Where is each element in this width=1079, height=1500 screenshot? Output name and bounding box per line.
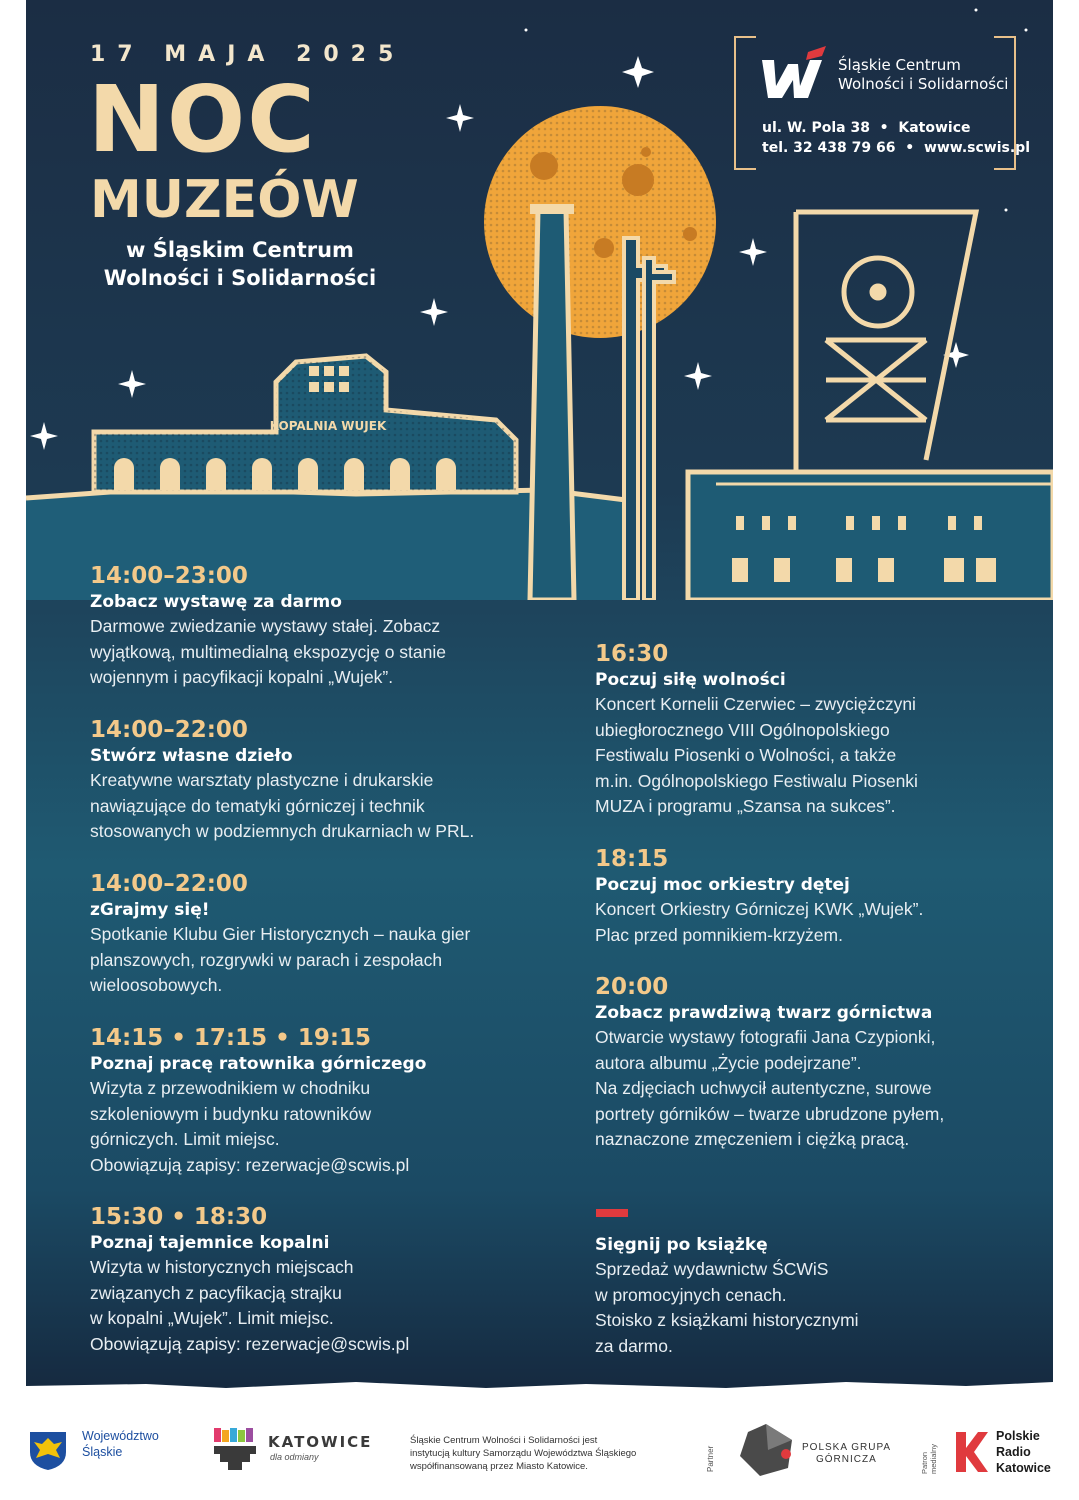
event-title: Zobacz prawdziwą twarz górnictwa: [595, 1003, 933, 1023]
voivodeship-line1: Województwo: [82, 1429, 159, 1443]
event-desc: Kreatywne warsztaty plastyczne i drukarskie nawiązujące do tematyki górniczej i technik stosowanych w podziemnych drukarniach w PRL.: [90, 770, 475, 841]
event-title: Poczuj moc orkiestry dętej: [595, 875, 850, 895]
event-item: [595, 845, 1035, 948]
red-accent-bar: [596, 1209, 628, 1217]
scwis-logo-icon: [760, 46, 830, 100]
event-desc: Otwarcie wystawy fotografii Jana Czypionki, autora albumu „Życie podejrzane”. Na zdjęciach uchwycił autentyczne, surowe portrety górników – twarze ubrudzone pyłem, naznaczone zmęczeniem i ciężką pracą.: [595, 1027, 945, 1149]
event-desc: Koncert Orkiestry Górniczej KWK „Wujek”. Plac przed pomnikiem-krzyżem.: [595, 899, 924, 945]
title-muzeow: MUZEÓW: [90, 170, 359, 230]
pgg-logo-icon: [738, 1422, 794, 1478]
event-item: [90, 870, 530, 999]
ground-silhouette: [26, 1358, 1053, 1398]
pgg-line2: GÓRNICZA: [816, 1454, 877, 1465]
event-item: [90, 716, 530, 845]
radio-line2: Radio: [996, 1445, 1031, 1459]
pgg-name: [802, 1442, 891, 1466]
book-title: Sięgnij po książkę: [595, 1235, 768, 1255]
institution-contact: ul. W. Pola 38 • Katowice tel. 32 438 79 66 • www.scwis.pl: [762, 120, 1030, 156]
event-desc: Darmowe zwiedzanie wystawy stałej. Zobacz wyjątkową, multimedialną ekspozycję o stanie wojennym i pacyfikacji kopalni „Wujek”.: [90, 616, 446, 687]
radio-line1: Polskie: [996, 1429, 1040, 1443]
event-time: 14:00–23:00: [90, 563, 248, 589]
event-desc: Wizyta w historycznych miejscach związanych z pacyfikacją strajku w kopalni „Wujek”. Limit miejsc. Obowiązują zapisy: rezerwacje@scwis.pl: [90, 1257, 410, 1354]
subtitle: [90, 236, 390, 292]
radio-line3: Katowice: [996, 1461, 1051, 1475]
event-date: 17 MAJA 2025: [90, 42, 406, 67]
katowice-tagline: dla odmiany: [270, 1452, 319, 1462]
poster: [26, 0, 1053, 1398]
event-item: [595, 640, 1035, 820]
address: ul. W. Pola 38: [762, 120, 870, 136]
kopalnia-wujek-building: [94, 356, 516, 492]
event-time: 14:00–22:00: [90, 717, 248, 743]
website-link[interactable]: www.scwis.pl: [923, 140, 1030, 156]
patron-label-line1: Patron: [920, 1451, 929, 1474]
voivodeship-line2: Śląskie: [82, 1445, 123, 1459]
institution-name-line1: Śląskie Centrum: [838, 56, 961, 74]
book-desc: Sprzedaż wydawnictw ŚCWiS w promocyjnych cenach. Stoisko z książkami historycznymi za darmo.: [595, 1259, 859, 1356]
institution-name-line2: Wolności i Solidarności: [838, 75, 1009, 93]
radio-katowice-logo-icon: [952, 1430, 988, 1474]
event-item: [595, 973, 1035, 1153]
mine-headframe: [796, 212, 976, 470]
book-promo: [595, 1233, 1035, 1359]
event-time: 15:30 • 18:30: [90, 1204, 268, 1230]
chimney: [530, 204, 574, 600]
event-title: Poznaj tajemnice kopalni: [90, 1233, 330, 1253]
event-item: [90, 1203, 530, 1357]
event-title: Poczuj siłę wolności: [595, 670, 786, 690]
right-building: [688, 472, 1053, 600]
voivodeship-name: [82, 1428, 159, 1460]
subtitle-line1: w Śląskim Centrum: [126, 238, 354, 262]
event-item: [90, 562, 530, 691]
event-time: 20:00: [595, 974, 669, 1000]
building-sign: KOPALNIA WUJEK: [269, 419, 387, 433]
event-item: [90, 1024, 530, 1178]
patron-label: [920, 1444, 938, 1474]
event-desc: Spotkanie Klubu Gier Historycznych – nauka gier planszowych, rozgrywki w parach i zespołach wieloosobowych.: [90, 924, 471, 995]
partner-label: Partner: [706, 1445, 715, 1472]
radio-name: [996, 1428, 1051, 1476]
footer-sponsors: [0, 1398, 1079, 1500]
subtitle-line2: Wolności i Solidarności: [103, 266, 377, 290]
title-noc: NOC: [88, 66, 317, 173]
event-title: Stwórz własne dzieło: [90, 746, 293, 766]
bracket-left: [734, 36, 756, 170]
event-time: 18:15: [595, 846, 669, 872]
event-time: 14:00–22:00: [90, 871, 248, 897]
pgg-line1: POLSKA GRUPA: [802, 1442, 892, 1453]
event-title: Zobacz wystawę za darmo: [90, 592, 342, 612]
funding-note: Śląskie Centrum Wolności i Solidarności jest instytucją kultury Samorządu Województwa Śląskiego współfinansowaną przez Miasto Katowice.: [410, 1435, 637, 1472]
institution-name: [838, 56, 1018, 94]
event-time: 14:15 • 17:15 • 19:15: [90, 1025, 372, 1051]
event-time: 16:30: [595, 641, 669, 667]
event-desc: Koncert Kornelii Czerwiec – zwyciężczyni ubiegłorocznego VIII Ogólnopolskiego Festiwalu Piosenki o Wolności, a także m.in. Ogólnopolskiego Festiwalu Piosenki MUZA i programu „Szansa na sukces”.: [595, 694, 918, 816]
katowice-logo-icon: [212, 1426, 260, 1474]
event-title: zGrajmy się!: [90, 900, 210, 920]
katowice-name: KATOWICE: [268, 1433, 373, 1451]
city: Katowice: [898, 120, 971, 136]
event-desc: Wizyta z przewodnikiem w chodniku szkoleniowym i budynku ratowników górniczych. Limit miejsc. Obowiązują zapisy: rezerwacje@scwis.pl: [90, 1078, 410, 1175]
phone: tel. 32 438 79 66: [762, 140, 896, 156]
patron-label-line2: medialny: [929, 1443, 938, 1474]
institution-logo-box: [734, 36, 1030, 172]
silesia-eagle-icon: [26, 1428, 70, 1472]
event-title: Poznaj pracę ratownika górniczego: [90, 1054, 427, 1074]
